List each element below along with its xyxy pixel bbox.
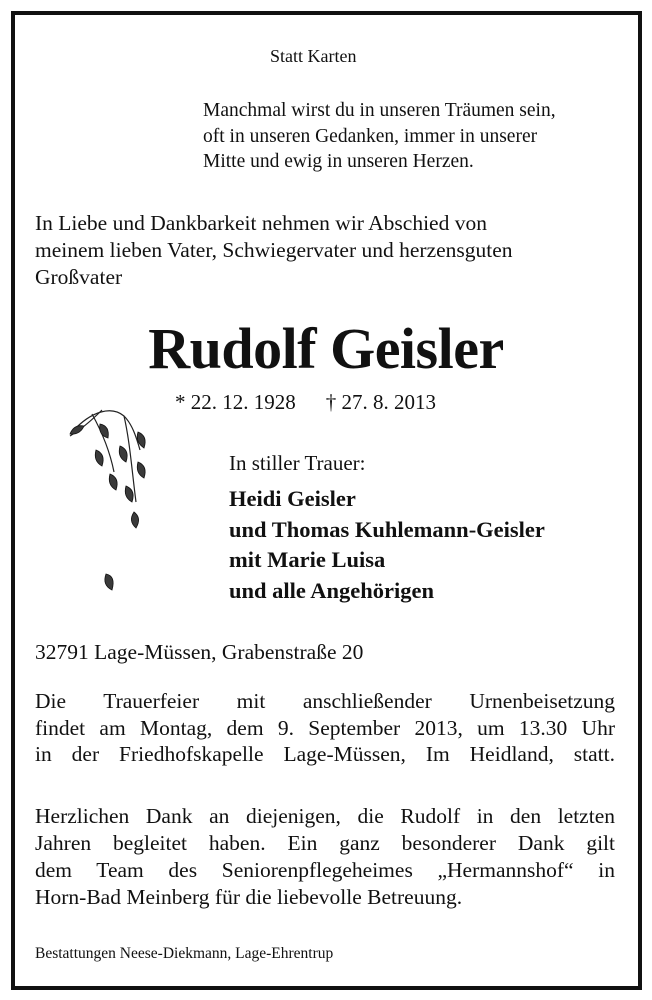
- ceremony-info: [35, 688, 615, 768]
- mourning-intro: In stiller Trauer:: [229, 451, 366, 475]
- thanks-line: Jahren begleitet haben. Ein ganz besonderer Dank gilt: [35, 831, 615, 855]
- life-dates: [175, 390, 436, 415]
- poem-line: oft in unseren Gedanken, immer in unserer: [203, 125, 538, 147]
- farewell-intro: [35, 210, 513, 291]
- ceremony-line: Die Trauerfeier mit anschließender Urnenbeisetzung: [35, 689, 615, 713]
- death-date: † 27. 8. 2013: [325, 390, 436, 414]
- thanks-line: dem Team des Seniorenpflegeheimes „Hermannshof“ in: [35, 858, 615, 882]
- thanks-text: [35, 803, 615, 911]
- ceremony-line: findet am Montag, dem 9. September 2013, um 13.30 Uhr: [35, 715, 615, 740]
- deceased-name: Rudolf Geisler: [148, 316, 504, 381]
- ceremony-line: in der Friedhofskapelle Lage-Müssen, Im Heidland, statt.: [35, 742, 615, 766]
- mourners-list: [229, 484, 545, 606]
- mourner-name: und alle Angehörigen: [229, 577, 435, 603]
- thanks-line: Horn-Bad Meinberg für die liebevolle Betreuung.: [35, 885, 463, 909]
- funeral-home: Bestattungen Neese-Diekmann, Lage-Ehrentrup: [35, 945, 334, 962]
- birch-branch-icon: [62, 402, 172, 612]
- thanks-line: Herzlichen Dank an diejenigen, die Rudolf in den letzten: [35, 804, 615, 828]
- mourner-name: mit Marie Luisa: [229, 547, 386, 572]
- intro-line: meinem lieben Vater, Schwiegervater und herzensguten: [35, 238, 513, 262]
- poem-line: Mitte und ewig in unseren Herzen.: [203, 151, 474, 172]
- intro-line: Großvater: [35, 265, 123, 289]
- family-address: 32791 Lage-Müssen, Grabenstraße 20: [35, 640, 364, 664]
- birth-date: * 22. 12. 1928: [175, 390, 296, 414]
- mourner-name: und Thomas Kuhlemann-Geisler: [229, 516, 545, 542]
- statt-karten-label: Statt Karten: [270, 46, 357, 66]
- poem: [203, 98, 556, 175]
- poem-line: Manchmal wirst du in unseren Träumen sein,: [203, 100, 556, 121]
- intro-line: In Liebe und Dankbarkeit nehmen wir Abschied von: [35, 211, 487, 235]
- mourner-name: Heidi Geisler: [229, 486, 356, 511]
